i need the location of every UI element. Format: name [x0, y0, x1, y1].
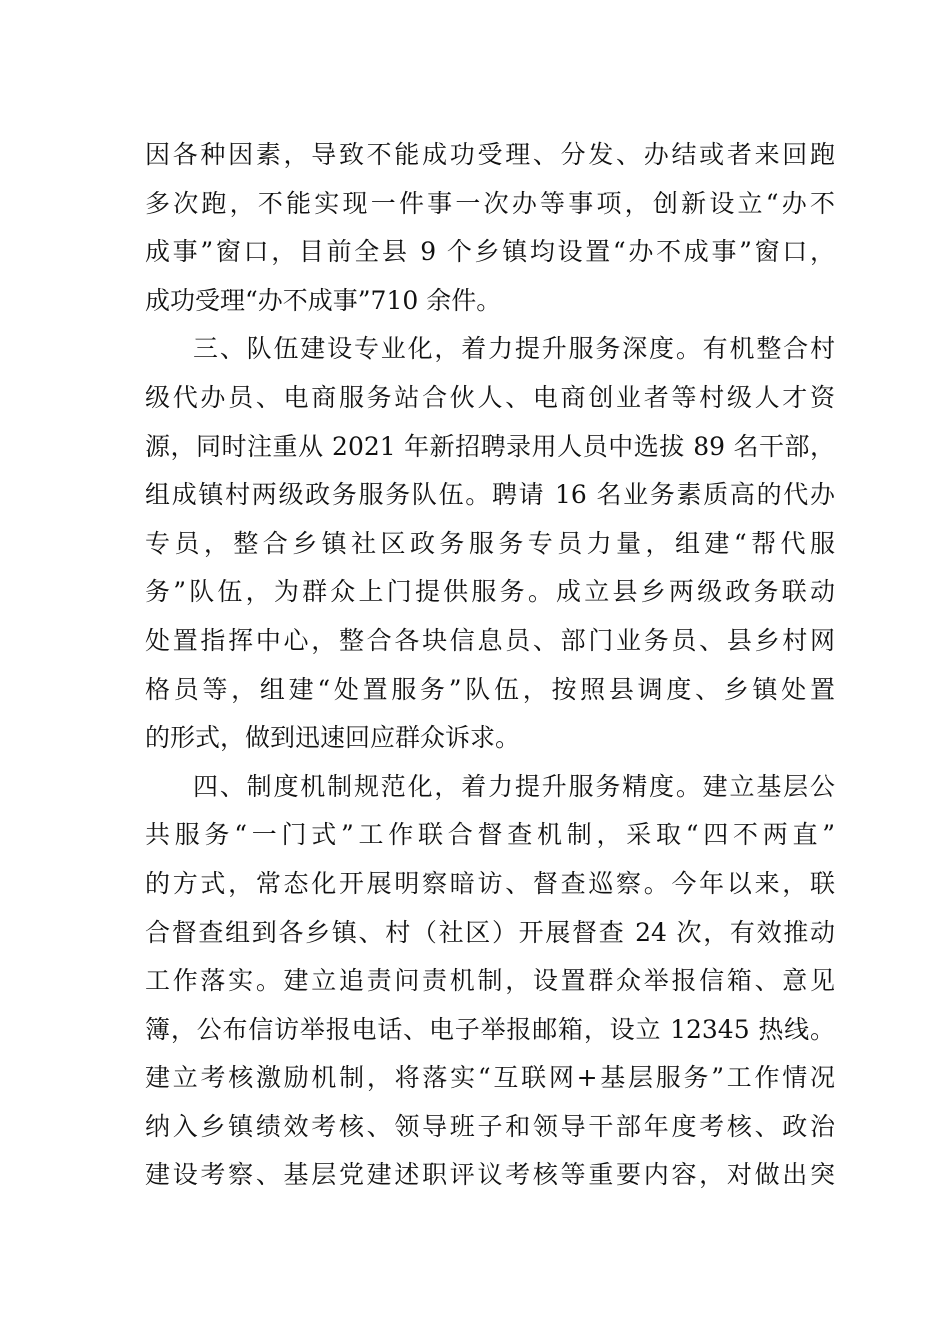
text-line: 的形式，做到迅速回应群众诉求。: [145, 723, 521, 753]
text-line: 的方式，常态化开展明察暗访、督查巡察。今年以来，联: [145, 868, 835, 898]
text-line: 组成镇村两级政务服务队伍。聘请 16 名业务素质高的代办: [145, 480, 835, 510]
text-line: 工作落实。建立追责问责机制，设置群众举报信箱、意见: [145, 966, 835, 996]
paragraph-start-line: 三、队伍建设专业化，着力提升服务深度。有机整合村: [193, 334, 835, 364]
text-line: 格员等，组建“处置服务”队伍，按照县调度、乡镇处置: [145, 674, 835, 704]
text-line: 务”队伍，为群众上门提供服务。成立县乡两级政务联动: [145, 577, 835, 607]
text-line: 簿，公布信访举报电话、电子举报邮箱，设立 12345 热线。: [145, 1014, 835, 1044]
text-line: 多次跑，不能实现一件事一次办等事项，创新设立“办不: [145, 188, 835, 218]
text-line: 共服务“一门式”工作联合督查机制，采取“四不两直”: [145, 820, 835, 850]
text-line: 成功受理“办不成事”710 余件。: [145, 285, 502, 315]
text-line: 建立考核激励机制，将落实“互联网+基层服务”工作情况: [145, 1063, 835, 1093]
text-line: 建设考察、基层党建述职评议考核等重要内容，对做出突: [145, 1160, 835, 1190]
document-body: [145, 131, 835, 1200]
text-line: 源，同时注重从 2021 年新招聘录用人员中选拔 89 名干部，: [145, 431, 835, 461]
text-line: 纳入乡镇绩效考核、领导班子和领导干部年度考核、政治: [145, 1111, 835, 1141]
paragraph-start-line: 四、制度机制规范化，着力提升服务精度。建立基层公: [193, 771, 835, 801]
text-line: 因各种因素，导致不能成功受理、分发、办结或者来回跑: [145, 140, 835, 169]
text-line: 处置指挥中心，整合各块信息员、部门业务员、县乡村网: [145, 625, 835, 655]
text-line: 级代办员、电商服务站合伙人、电商创业者等村级人才资: [145, 382, 835, 412]
text-line: 合督查组到各乡镇、村（社区）开展督查 24 次，有效推动: [145, 917, 835, 947]
text-line: 成事”窗口，目前全县 9 个乡镇均设置“办不成事”窗口，: [145, 237, 835, 267]
text-line: 专员，整合乡镇社区政务服务专员力量，组建“帮代服: [145, 528, 835, 558]
